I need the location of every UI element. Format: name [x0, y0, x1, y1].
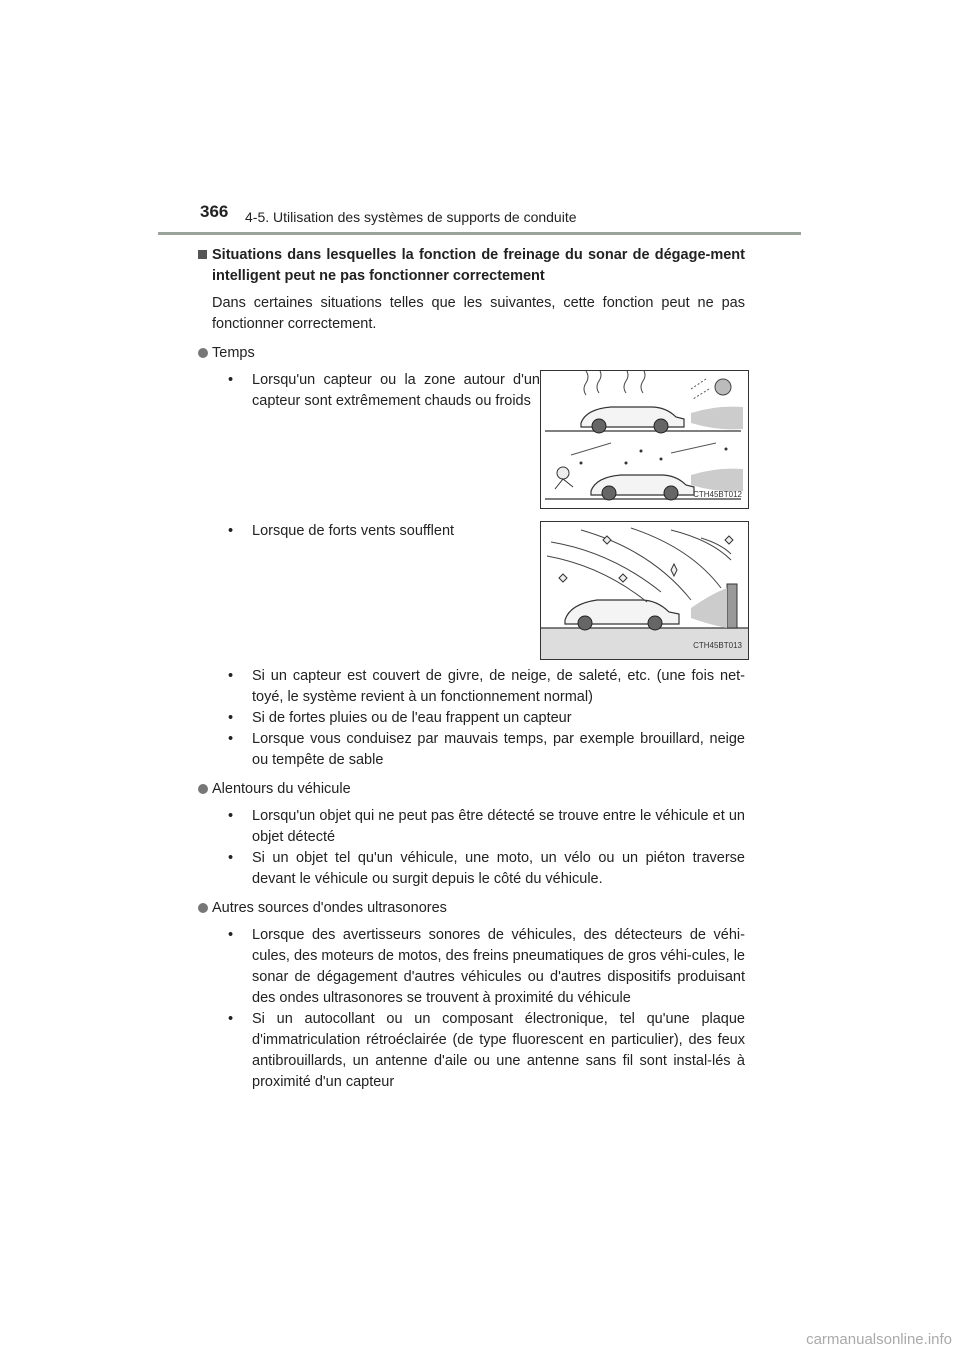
intro-paragraph: Dans certaines situations telles que les suivantes, cette fonction peut ne pas fonctionner correctement. — [212, 295, 745, 332]
subsection-heading — [198, 245, 745, 287]
list-item: • Si un autocollant ou un composant électronique, tel qu'une plaque d'immatriculation rétroéclairée (de type fluorescent en particulier), des feux antibrouillards, un antenne d'aile ou une antenne sans fil sont instal-lés à proximité d'un capteur — [228, 1011, 745, 1090]
figure-code: CTH45BT013 — [693, 641, 742, 650]
bullet-dot: • — [228, 523, 234, 539]
category-surroundings — [198, 779, 745, 800]
weather-more-list — [212, 666, 745, 771]
main-content — [212, 245, 745, 1093]
bullet-dot: • — [228, 710, 234, 726]
list-item: • Lorsqu'un capteur ou la zone autour d'un capteur sont extrêmement chauds ou froids — [228, 372, 540, 409]
page-number: 366 — [200, 202, 229, 221]
illustration-hot-cold — [540, 370, 749, 509]
category-label: Alentours du véhicule — [212, 781, 351, 797]
bullet-dot: • — [228, 808, 234, 824]
category-ultrasonic — [198, 898, 745, 919]
bullet-dot: • — [228, 668, 234, 684]
list-item: • Lorsque vous conduisez par mauvais temps, par exemple brouillard, neige ou tempête de sable — [228, 731, 745, 768]
weather-item-row-2 — [212, 521, 745, 660]
list-item: • Si un objet tel qu'un véhicule, une moto, un vélo ou un piéton traverse devant le véhicule ou surgit depuis le côté du véhicule. — [228, 850, 745, 887]
weather-item-row-1 — [212, 370, 745, 509]
list-item: • Si un capteur est couvert de givre, de neige, de saleté, etc. (une fois net-toyé, le système revient à un fonctionnement normal) — [228, 668, 745, 705]
list-item: • Lorsque de forts vents soufflent — [212, 521, 540, 660]
category-weather — [198, 343, 745, 364]
ultrasonic-list — [212, 925, 745, 1093]
figure-code: CTH45BT012 — [693, 490, 742, 499]
bullet-dot: • — [228, 850, 234, 866]
bullet-dot: • — [228, 927, 234, 943]
list-item: • Lorsque des avertisseurs sonores de véhicules, des détecteurs de véhi-cules, des moteurs de motos, des freins pneumatiques de gros véhi-cules, le sonar de dégagement d'autres véhicules ou d'autres dispositifs produisant des ondes ultrasonores se trouvent à proximité du véhicule — [228, 927, 745, 1006]
category-label: Autres sources d'ondes ultrasonores — [212, 900, 447, 916]
surroundings-list — [212, 806, 745, 890]
bullet-dot: • — [228, 731, 234, 747]
list-item: • Lorsqu'un objet qui ne peut pas être détecté se trouve entre le véhicule et un objet détecté — [228, 808, 745, 845]
heading-text: Situations dans lesquelles la fonction de freinage du sonar de dégage-ment intelligent peut ne pas fonctionner correctement — [212, 247, 745, 284]
circle-bullet-icon — [198, 348, 208, 358]
circle-bullet-icon — [198, 903, 208, 913]
bullet-dot: • — [228, 372, 234, 388]
circle-bullet-icon — [198, 784, 208, 794]
list-item: • Si de fortes pluies ou de l'eau frappent un capteur — [212, 708, 745, 729]
square-bullet-icon — [198, 250, 207, 259]
header-divider — [158, 232, 801, 235]
category-label: Temps — [212, 345, 255, 361]
watermark-footer: carmanualsonline.info — [806, 1331, 952, 1348]
bullet-dot: • — [228, 1011, 234, 1027]
section-title: 4-5. Utilisation des systèmes de supports de conduite — [245, 209, 577, 225]
illustration-strong-wind — [540, 521, 749, 660]
